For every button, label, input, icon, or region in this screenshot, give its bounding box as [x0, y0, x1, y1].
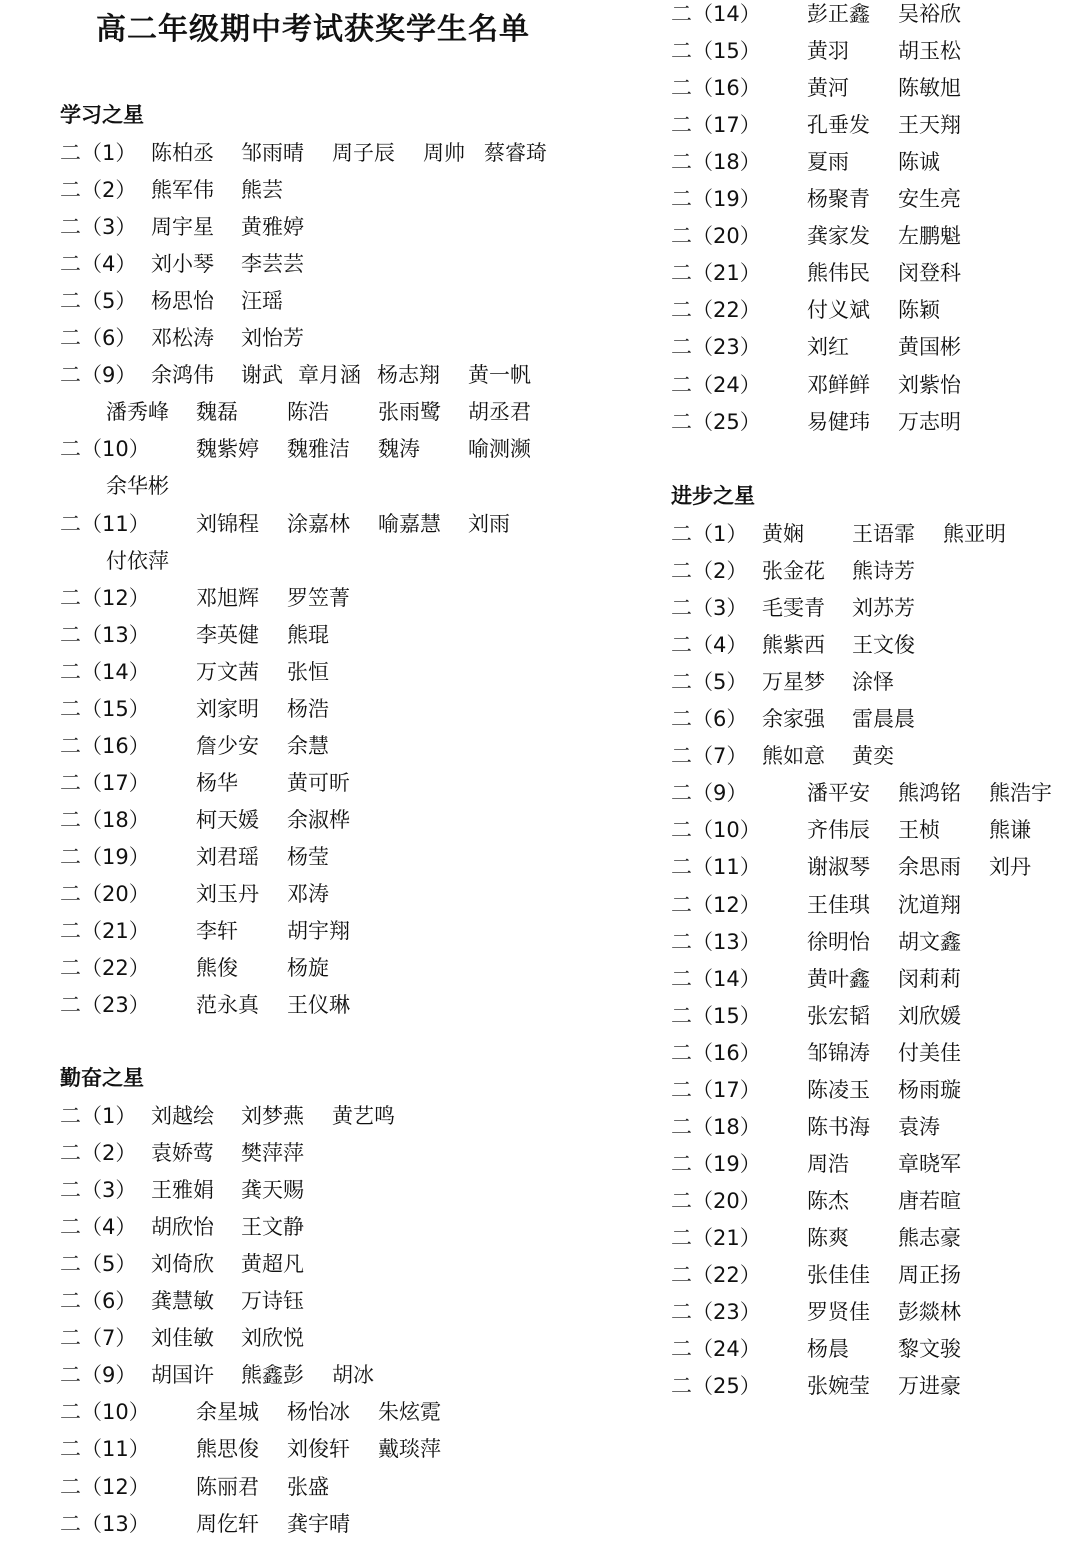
class-label: 二（17）: [671, 1078, 761, 1102]
class-label: 二（21）: [671, 261, 761, 285]
student-name: 左鹏魁: [898, 224, 961, 248]
student-name: 杨华: [196, 771, 238, 795]
class-label: 二（19）: [60, 845, 150, 869]
student-name: 张恒: [287, 660, 329, 684]
class-label: 二（5）: [671, 670, 748, 694]
student-name: 徐明怡: [807, 930, 870, 954]
class-label: 二（6）: [671, 707, 748, 731]
class-label: 二（18）: [671, 1115, 761, 1139]
student-name: 齐伟辰: [807, 818, 870, 842]
student-name: 朱炫霓: [378, 1400, 441, 1424]
class-label: 二（19）: [671, 187, 761, 211]
class-label: 二（23）: [671, 1300, 761, 1324]
class-label: 二（21）: [671, 1226, 761, 1250]
student-name: 袁涛: [898, 1115, 940, 1139]
student-name: 陈敏旭: [898, 76, 961, 100]
class-label: 二（23）: [671, 335, 761, 359]
class-label: 二（20）: [671, 1189, 761, 1213]
student-name: 胡宇翔: [287, 919, 350, 943]
student-name: 邹雨晴: [241, 141, 304, 165]
student-name: 袁娇莺: [151, 1141, 214, 1165]
student-name: 胡欣怡: [151, 1215, 214, 1239]
class-label: 二（22）: [60, 956, 150, 980]
student-name: 杨思怡: [151, 289, 214, 313]
student-name: 魏雅洁: [287, 437, 350, 461]
student-name: 黄羽: [807, 39, 849, 63]
student-name: 王语霏: [852, 522, 915, 546]
student-name: 李轩: [196, 919, 238, 943]
student-name: 刘玉丹: [196, 882, 259, 906]
student-name: 张金花: [762, 559, 825, 583]
student-name: 周宇星: [151, 215, 214, 239]
student-name: 胡玉松: [898, 39, 961, 63]
class-label: 二（15）: [60, 697, 150, 721]
student-name: 张佳佳: [807, 1263, 870, 1287]
student-name: 熊芸: [241, 178, 283, 202]
student-name: 周仡轩: [196, 1512, 259, 1536]
student-name: 谢淑琴: [807, 855, 870, 879]
student-name: 黄河: [807, 76, 849, 100]
student-name: 毛雯青: [762, 596, 825, 620]
student-name: 罗贤佳: [807, 1300, 870, 1324]
student-name: 余星城: [196, 1400, 259, 1424]
class-label: 二（12）: [60, 1475, 150, 1499]
student-name: 戴琰萍: [378, 1437, 441, 1461]
student-name: 彭正鑫: [807, 2, 870, 26]
student-name: 黄艺鸣: [332, 1104, 395, 1128]
student-name: 刘倚欣: [151, 1252, 214, 1276]
student-name: 彭燚林: [898, 1300, 961, 1324]
student-name: 陈浩: [287, 400, 329, 424]
student-name: 刘苏芳: [852, 596, 915, 620]
student-name: 万星梦: [762, 670, 825, 694]
class-label: 二（7）: [671, 744, 748, 768]
student-name: 万志明: [898, 410, 961, 434]
class-label: 二（5）: [60, 289, 137, 313]
student-name: 刘俊轩: [287, 1437, 350, 1461]
student-name: 李英健: [196, 623, 259, 647]
class-label: 二（12）: [671, 893, 761, 917]
student-name: 杨浩: [287, 697, 329, 721]
student-name: 刘红: [807, 335, 849, 359]
student-name: 杨晨: [807, 1337, 849, 1361]
student-name: 詹少安: [196, 734, 259, 758]
student-name: 万进豪: [898, 1374, 961, 1398]
student-name: 龚宇晴: [287, 1512, 350, 1536]
student-name: 涂怿: [852, 670, 894, 694]
student-name: 付美佳: [898, 1041, 961, 1065]
student-name: 熊志豪: [898, 1226, 961, 1250]
student-name: 刘君瑶: [196, 845, 259, 869]
class-label: 二（13）: [60, 1512, 150, 1536]
class-label: 二（2）: [60, 178, 137, 202]
class-label: 二（1）: [60, 1104, 137, 1128]
class-label: 二（20）: [671, 224, 761, 248]
student-name: 余淑桦: [287, 808, 350, 832]
student-name: 陈杰: [807, 1189, 849, 1213]
class-label: 二（18）: [60, 808, 150, 832]
class-label: 二（23）: [60, 993, 150, 1017]
student-name: 喻测濒: [468, 437, 531, 461]
student-name: 魏涛: [378, 437, 420, 461]
student-name: 余家强: [762, 707, 825, 731]
class-label: 二（16）: [671, 76, 761, 100]
student-name: 章晓军: [898, 1152, 961, 1176]
class-label: 二（1）: [671, 522, 748, 546]
class-label: 二（10）: [671, 818, 761, 842]
student-name: 黄一帆: [468, 363, 531, 387]
student-name: 张雨鹭: [378, 400, 441, 424]
student-name: 涂嘉林: [287, 512, 350, 536]
student-name: 杨旋: [287, 956, 329, 980]
student-name: 熊诗芳: [852, 559, 915, 583]
student-name: 魏磊: [196, 400, 238, 424]
student-name: 黄娴: [762, 522, 804, 546]
student-name: 樊萍萍: [241, 1141, 304, 1165]
student-name: 夏雨: [807, 150, 849, 174]
student-name: 龚慧敏: [151, 1289, 214, 1313]
class-label: 二（2）: [60, 1141, 137, 1165]
class-label: 二（4）: [671, 633, 748, 657]
page-title: 高二年级期中考试获奖学生名单: [96, 12, 530, 47]
student-name: 邓涛: [287, 882, 329, 906]
student-name: 刘欣悦: [241, 1326, 304, 1350]
student-name: 孔垂发: [807, 113, 870, 137]
class-label: 二（21）: [60, 919, 150, 943]
class-label: 二（20）: [60, 882, 150, 906]
student-name: 陈书海: [807, 1115, 870, 1139]
class-label: 二（19）: [671, 1152, 761, 1176]
student-name: 张宏韬: [807, 1004, 870, 1028]
student-name: 陈诚: [898, 150, 940, 174]
student-name: 杨聚青: [807, 187, 870, 211]
student-name: 熊鸿铭: [898, 781, 961, 805]
student-name: 熊思俊: [196, 1437, 259, 1461]
class-label: 二（9）: [60, 363, 137, 387]
student-name: 刘佳敏: [151, 1326, 214, 1350]
student-name: 谢武: [241, 363, 283, 387]
class-label: 二（11）: [60, 512, 150, 536]
class-label: 二（3）: [60, 215, 137, 239]
student-name: 周帅: [423, 141, 465, 165]
class-label: 二（11）: [671, 855, 761, 879]
student-name: 杨怡冰: [287, 1400, 350, 1424]
student-name: 陈丽君: [196, 1475, 259, 1499]
student-name: 周浩: [807, 1152, 849, 1176]
student-name: 汪瑶: [241, 289, 283, 313]
class-label: 二（15）: [671, 1004, 761, 1028]
student-name: 熊伟民: [807, 261, 870, 285]
student-name: 蔡睿琦: [484, 141, 547, 165]
student-name: 王桢: [898, 818, 940, 842]
class-label: 二（2）: [671, 559, 748, 583]
student-name: 熊俊: [196, 956, 238, 980]
student-name: 刘越绘: [151, 1104, 214, 1128]
student-name: 邓旭辉: [196, 586, 259, 610]
class-label: 二（6）: [60, 1289, 137, 1313]
student-name: 唐若暄: [898, 1189, 961, 1213]
section-title-progress: 进步之星: [671, 484, 755, 508]
class-label: 二（14）: [60, 660, 150, 684]
student-name: 熊鑫彭: [241, 1363, 304, 1387]
class-label: 二（4）: [60, 1215, 137, 1239]
class-label: 二（5）: [60, 1252, 137, 1276]
class-label: 二（12）: [60, 586, 150, 610]
class-label: 二（1）: [60, 141, 137, 165]
class-label: 二（10）: [60, 437, 150, 461]
student-name: 范永真: [196, 993, 259, 1017]
class-label: 二（25）: [671, 1374, 761, 1398]
student-name: 黄雅婷: [241, 215, 304, 239]
student-name: 魏紫婷: [196, 437, 259, 461]
student-name: 胡丞君: [468, 400, 531, 424]
class-label: 二（14）: [671, 967, 761, 991]
student-name: 龚家发: [807, 224, 870, 248]
class-label: 二（17）: [60, 771, 150, 795]
student-name: 余思雨: [898, 855, 961, 879]
student-name: 刘紫怡: [898, 373, 961, 397]
student-name: 熊琨: [287, 623, 329, 647]
student-name: 付依萍: [106, 549, 169, 573]
student-name: 胡冰: [332, 1363, 374, 1387]
student-name: 喻嘉慧: [378, 512, 441, 536]
student-name: 余慧: [287, 734, 329, 758]
student-name: 刘小琴: [151, 252, 214, 276]
student-name: 吴裕欣: [898, 2, 961, 26]
student-name: 邹锦涛: [807, 1041, 870, 1065]
class-label: 二（22）: [671, 298, 761, 322]
class-label: 二（15）: [671, 39, 761, 63]
class-label: 二（4）: [60, 252, 137, 276]
student-name: 王天翔: [898, 113, 961, 137]
student-name: 杨雨璇: [898, 1078, 961, 1102]
student-name: 黄叶鑫: [807, 967, 870, 991]
student-name: 黄奕: [852, 744, 894, 768]
student-name: 陈凌玉: [807, 1078, 870, 1102]
class-label: 二（22）: [671, 1263, 761, 1287]
student-name: 杨莹: [287, 845, 329, 869]
student-name: 熊浩宇: [989, 781, 1052, 805]
student-name: 刘梦燕: [241, 1104, 304, 1128]
student-name: 付义斌: [807, 298, 870, 322]
student-name: 周正扬: [898, 1263, 961, 1287]
student-name: 张盛: [287, 1475, 329, 1499]
class-label: 二（24）: [671, 373, 761, 397]
student-name: 李芸芸: [241, 252, 304, 276]
student-name: 邓松涛: [151, 326, 214, 350]
student-name: 刘雨: [468, 512, 510, 536]
class-label: 二（9）: [671, 781, 748, 805]
student-name: 周子辰: [332, 141, 395, 165]
student-name: 熊军伟: [151, 178, 214, 202]
section-title-study: 学习之星: [60, 103, 144, 127]
student-name: 闵登科: [898, 261, 961, 285]
student-name: 余华彬: [106, 474, 169, 498]
student-name: 王文俊: [852, 633, 915, 657]
student-name: 胡文鑫: [898, 930, 961, 954]
student-name: 熊谦: [989, 818, 1031, 842]
student-name: 沈道翔: [898, 893, 961, 917]
student-name: 刘怡芳: [241, 326, 304, 350]
student-name: 柯天媛: [196, 808, 259, 832]
class-label: 二（24）: [671, 1337, 761, 1361]
student-name: 王佳琪: [807, 893, 870, 917]
student-name: 闵莉莉: [898, 967, 961, 991]
student-name: 邓鲜鲜: [807, 373, 870, 397]
student-name: 刘欣媛: [898, 1004, 961, 1028]
class-label: 二（3）: [60, 1178, 137, 1202]
class-label: 二（16）: [60, 734, 150, 758]
student-name: 王雅娟: [151, 1178, 214, 1202]
student-name: 黄可昕: [287, 771, 350, 795]
student-name: 王文静: [241, 1215, 304, 1239]
class-label: 二（13）: [60, 623, 150, 647]
student-name: 刘锦程: [196, 512, 259, 536]
student-name: 胡国许: [151, 1363, 214, 1387]
student-name: 黄国彬: [898, 335, 961, 359]
student-name: 陈颖: [898, 298, 940, 322]
class-label: 二（7）: [60, 1326, 137, 1350]
student-name: 潘平安: [807, 781, 870, 805]
student-name: 安生亮: [898, 187, 961, 211]
class-label: 二（16）: [671, 1041, 761, 1065]
student-name: 雷晨晨: [852, 707, 915, 731]
student-name: 陈爽: [807, 1226, 849, 1250]
student-name: 杨志翔: [377, 363, 440, 387]
student-name: 王仪琳: [287, 993, 350, 1017]
class-label: 二（17）: [671, 113, 761, 137]
class-label: 二（25）: [671, 410, 761, 434]
student-name: 黄超凡: [241, 1252, 304, 1276]
student-name: 陈柏丞: [151, 141, 214, 165]
section-title-diligent: 勤奋之星: [60, 1066, 144, 1090]
student-name: 龚天赐: [241, 1178, 304, 1202]
student-name: 张婉莹: [807, 1374, 870, 1398]
class-label: 二（14）: [671, 2, 761, 26]
student-name: 章月涵: [298, 363, 361, 387]
student-name: 万诗钰: [241, 1289, 304, 1313]
student-name: 潘秀峰: [106, 400, 169, 424]
student-name: 黎文骏: [898, 1337, 961, 1361]
student-name: 余鸿伟: [151, 363, 214, 387]
class-label: 二（11）: [60, 1437, 150, 1461]
class-label: 二（13）: [671, 930, 761, 954]
class-label: 二（9）: [60, 1363, 137, 1387]
class-label: 二（6）: [60, 326, 137, 350]
student-name: 刘丹: [989, 855, 1031, 879]
student-name: 刘家明: [196, 697, 259, 721]
student-name: 熊亚明: [943, 522, 1006, 546]
class-label: 二（3）: [671, 596, 748, 620]
student-name: 易健玮: [807, 410, 870, 434]
student-name: 罗笠菁: [287, 586, 350, 610]
student-name: 熊如意: [762, 744, 825, 768]
class-label: 二（18）: [671, 150, 761, 174]
student-name: 万文茜: [196, 660, 259, 684]
student-name: 熊紫西: [762, 633, 825, 657]
class-label: 二（10）: [60, 1400, 150, 1424]
